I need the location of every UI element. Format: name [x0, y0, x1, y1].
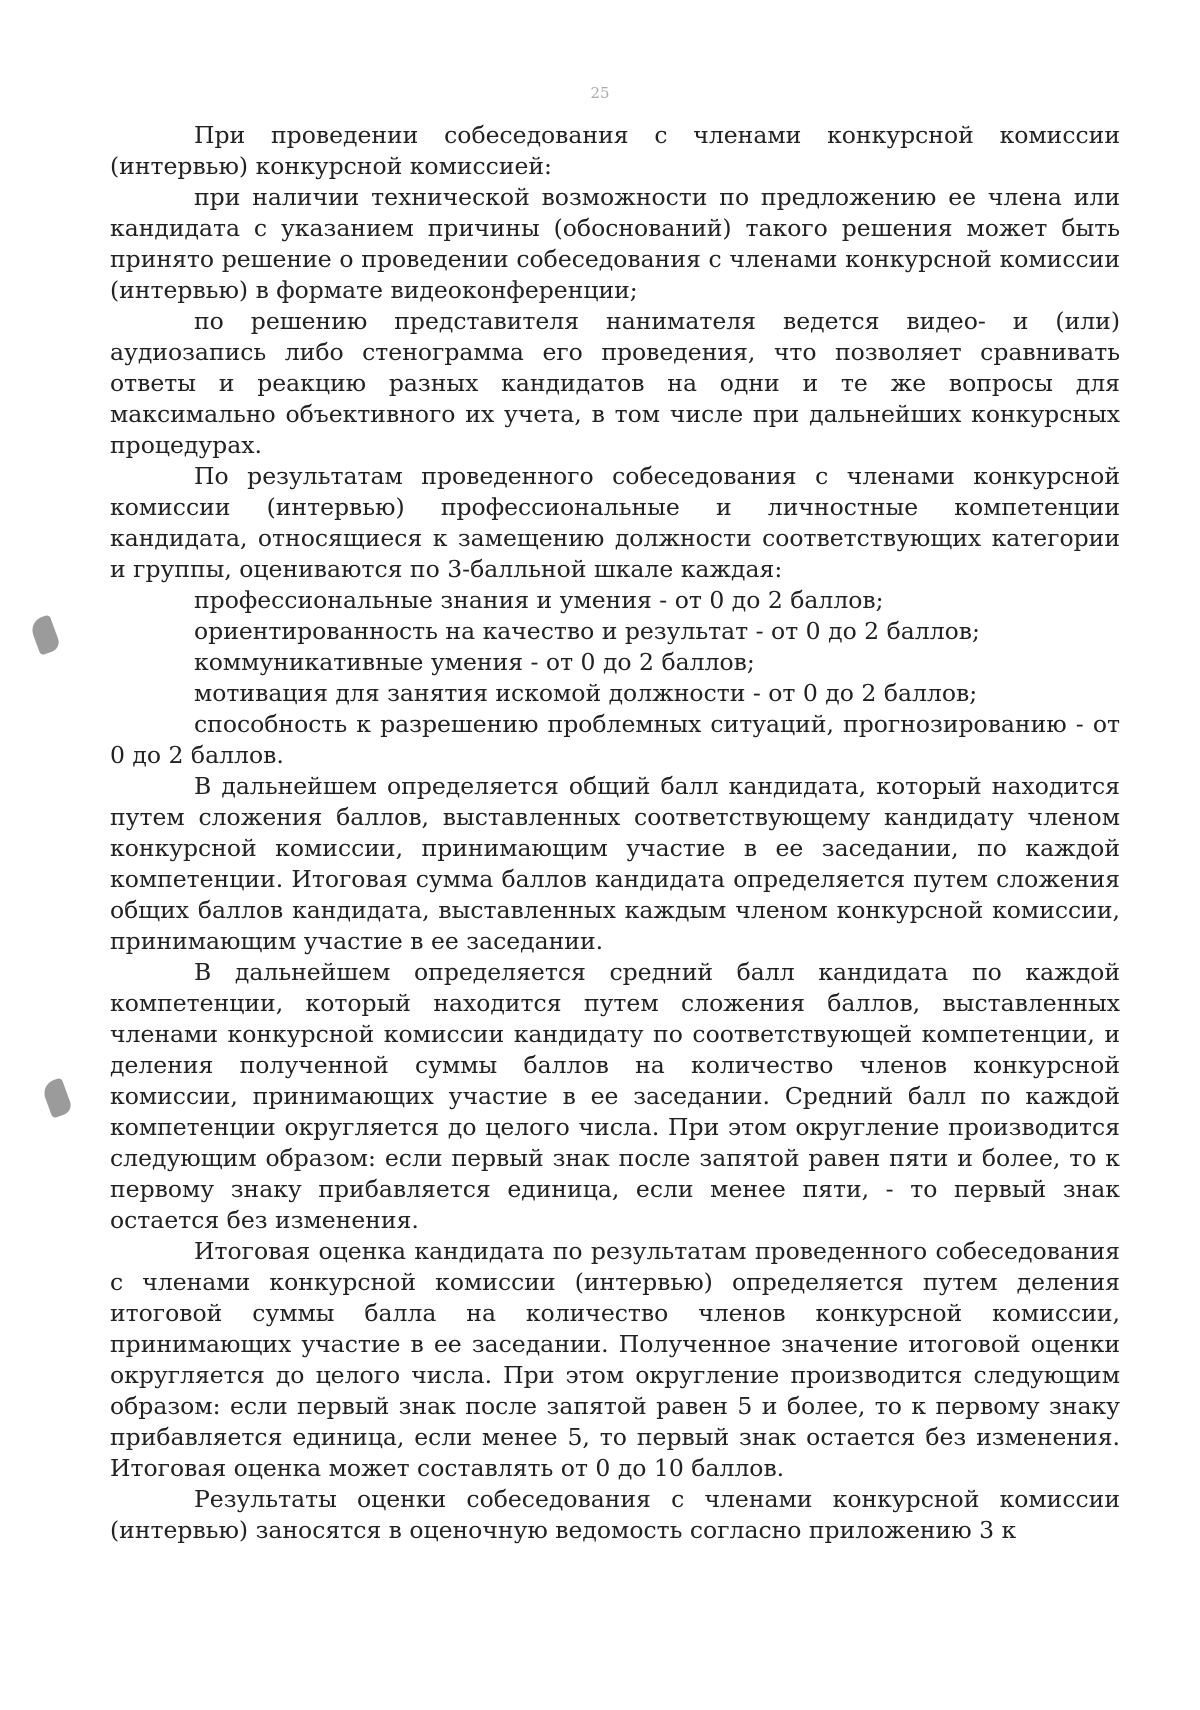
competency-item: мотивация для занятия искомой должности - от 0 до 2 баллов; [194, 679, 978, 707]
competency-item: профессиональные знания и умения - от 0 до 2 баллов; [194, 586, 884, 614]
document-body [110, 120, 1120, 1546]
page-number: 25 [590, 84, 610, 102]
paragraph-intro: При проведении собеседования с членами конкурсной комиссии (интервью) конкурсной комиссией: [110, 121, 1120, 180]
paragraph-total-score: В дальнейшем определяется общий балл кандидата, который находится путем сложения баллов, выставленных соответствующему кандидату членом конкурсной комиссии, принимающим участие в ее заседании, по каждой компетенции. Итоговая сумма баллов кандидата определяется путем сложения общих баллов кандидата, выставленных каждым членом конкурсной комиссии, принимающим участие в ее заседании. [110, 772, 1120, 955]
punch-hole-mark [41, 1077, 74, 1118]
paragraph-average-score: В дальнейшем определяется средний балл кандидата по каждой компетенции, который находится путем сложения баллов, выставленных членами конкурсной комиссии кандидату по соответствующей компетенции, и деления полученной суммы баллов на количество членов конкурсной комиссии, принимающих участие в ее заседании. Средний балл по каждой компетенции округляется до целого числа. При этом округление производится следующим образом: если первый знак после запятой равен пяти и более, то к первому знаку прибавляется единица, если менее пяти, - то первый знак остается без изменения. [110, 958, 1120, 1234]
paragraph-evaluation-scale: По результатам проведенного собеседования с членами конкурсной комиссии (интервью) профессиональные и личностные компетенции кандидата, относящиеся к замещению должности соответствующих категории и группы, оцениваются по 3-балльной шкале каждая: [110, 462, 1120, 583]
paragraph-final-assessment: Итоговая оценка кандидата по результатам проведенного собеседования с членами конкурсной комиссии (интервью) определяется путем деления итоговой суммы балла на количество членов конкурсной комиссии, принимающих участие в ее заседании. Полученное значение итоговой оценки округляется до целого числа. При этом округление производится следующим образом: если первый знак после запятой равен 5 и более, то к первому знаку прибавляется единица, если менее 5, то первый знак остается без изменения. Итоговая оценка может составлять от 0 до 10 баллов. [110, 1237, 1120, 1482]
competency-item: коммуникативные умения - от 0 до 2 баллов; [194, 648, 755, 676]
competency-item: способность к разрешению проблемных ситуаций, прогнозированию - от 0 до 2 баллов. [110, 710, 1120, 769]
paragraph-videoconference: при наличии технической возможности по предложению ее члена или кандидата с указанием причины (обоснований) такого решения может быть принято решение о проведении собеседования с членами конкурсной комиссии (интервью) в формате видеоконференции; [110, 183, 1120, 304]
punch-hole-mark [29, 614, 62, 655]
paragraph-results-recording: Результаты оценки собеседования с членами конкурсной комиссии (интервью) заносятся в оценочную ведомость согласно приложению 3 к [110, 1485, 1120, 1544]
competency-item: ориентированность на качество и результат - от 0 до 2 баллов; [194, 617, 980, 645]
paragraph-recording: по решению представителя нанимателя ведется видео- и (или) аудиозапись либо стенограмма его проведения, что позволяет сравнивать ответы и реакцию разных кандидатов на одни и те же вопросы для максимально объективного их учета, в том числе при дальнейших конкурсных процедурах. [110, 307, 1120, 459]
